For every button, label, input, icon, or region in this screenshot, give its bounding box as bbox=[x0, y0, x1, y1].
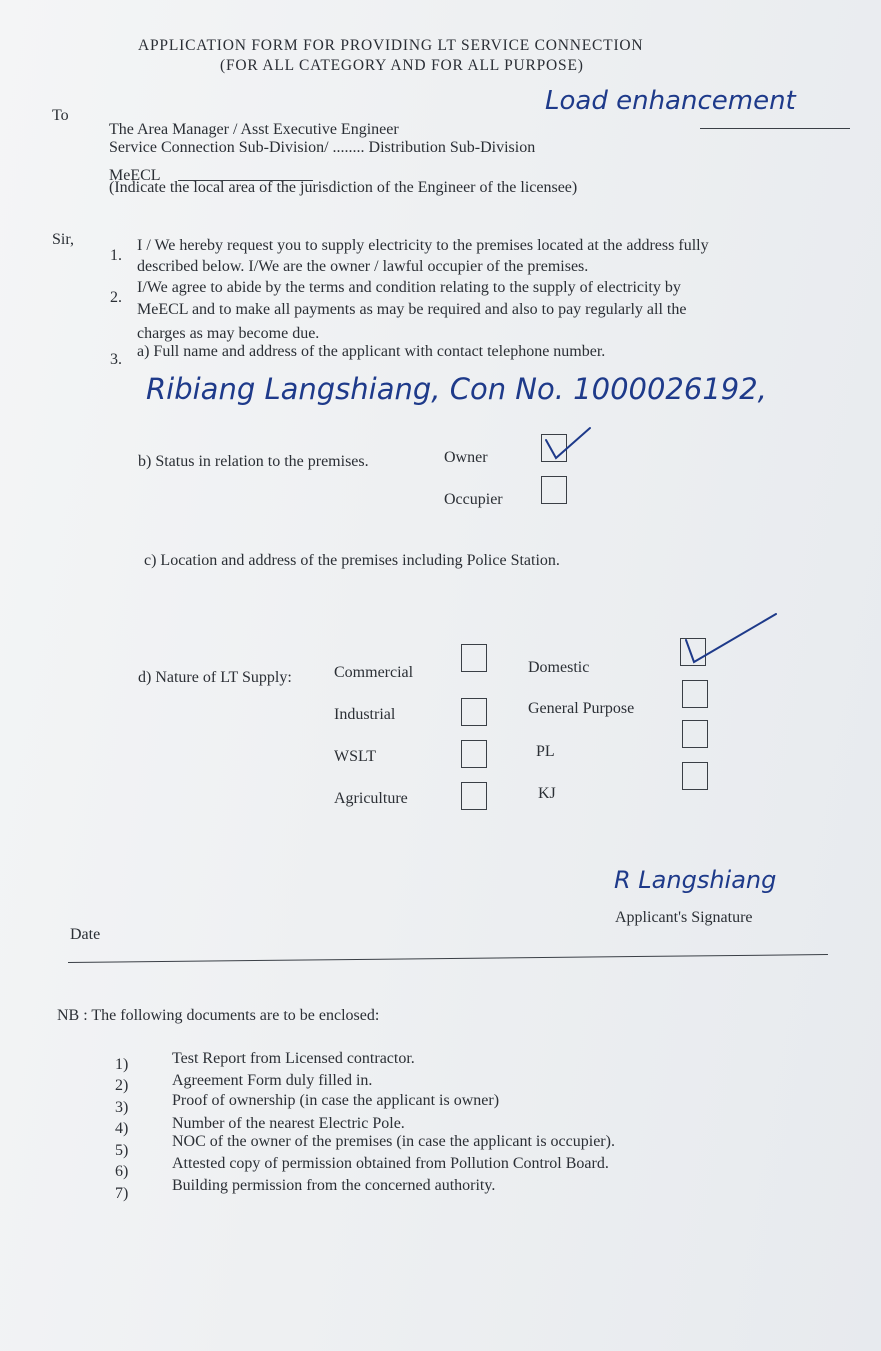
note-underline bbox=[700, 128, 850, 129]
date-separator-line bbox=[68, 954, 828, 963]
supply-kj-label: KJ bbox=[538, 785, 556, 802]
supply-general-purpose-checkbox[interactable] bbox=[682, 680, 708, 708]
supply-pl-checkbox[interactable] bbox=[682, 720, 708, 748]
document-text: NOC of the owner of the premises (in case the applicant is occupier). bbox=[172, 1133, 615, 1150]
item1-text-line2: described below. I/We are the owner / lawful occupier of the premises. bbox=[137, 258, 589, 275]
supply-industrial-label: Industrial bbox=[334, 706, 396, 723]
handwritten-load-enhancement: Load enhancement bbox=[545, 86, 796, 116]
location-label: c) Location and address of the premises including Police Station. bbox=[144, 552, 560, 569]
status-occupier-checkbox[interactable] bbox=[541, 476, 567, 504]
supply-commercial-checkbox[interactable] bbox=[461, 644, 487, 672]
document-number: 7) bbox=[115, 1185, 129, 1202]
document-text: Number of the nearest Electric Pole. bbox=[172, 1115, 405, 1132]
nb-label: NB : The following documents are to be enclosed: bbox=[57, 1007, 380, 1024]
date-label: Date bbox=[70, 926, 101, 943]
salutation: Sir, bbox=[52, 231, 75, 248]
status-owner-label: Owner bbox=[444, 449, 488, 466]
document-number: 4) bbox=[115, 1120, 129, 1137]
address-line3: MeECL bbox=[109, 167, 161, 184]
document-text: Test Report from Licensed contractor. bbox=[172, 1050, 415, 1067]
item2-text-line2: MeECL and to make all payments as may be required and also to pay regularly all the bbox=[137, 301, 687, 318]
document-number: 1) bbox=[115, 1056, 129, 1073]
document-text: Attested copy of permission obtained from Pollution Control Board. bbox=[172, 1155, 609, 1172]
status-label: b) Status in relation to the premises. bbox=[138, 453, 369, 470]
supply-agriculture-label: Agriculture bbox=[334, 790, 408, 807]
document-text: Proof of ownership (in case the applicant is owner) bbox=[172, 1092, 500, 1109]
document-text: Building permission from the concerned authority. bbox=[172, 1177, 496, 1194]
item3-number: 3. bbox=[110, 351, 122, 368]
supply-domestic-label: Domestic bbox=[528, 659, 590, 676]
address-line1: The Area Manager / Asst Executive Engineer bbox=[109, 121, 399, 138]
supply-industrial-checkbox[interactable] bbox=[461, 698, 487, 726]
supply-domestic-checkbox[interactable] bbox=[680, 638, 706, 666]
item3a-text: a) Full name and address of the applicant with contact telephone number. bbox=[137, 343, 606, 360]
item2-number: 2. bbox=[110, 289, 122, 306]
supply-commercial-label: Commercial bbox=[334, 664, 414, 681]
item1-number: 1. bbox=[110, 247, 122, 264]
form-title-line1: APPLICATION FORM FOR PROVIDING LT SERVICE CONNECTION bbox=[138, 37, 644, 54]
item1-text-line1: I / We hereby request you to supply electricity to the premises located at the address fully bbox=[137, 237, 709, 254]
supply-label: d) Nature of LT Supply: bbox=[138, 669, 292, 686]
address-line4: (Indicate the local area of the jurisdiction of the Engineer of the licensee) bbox=[109, 179, 578, 196]
document-text: Agreement Form duly filled in. bbox=[172, 1072, 373, 1089]
status-occupier-label: Occupier bbox=[444, 491, 503, 508]
document-number: 2) bbox=[115, 1077, 129, 1094]
supply-general-purpose-label: General Purpose bbox=[528, 700, 635, 717]
supply-wslt-label: WSLT bbox=[334, 748, 377, 765]
document-number: 5) bbox=[115, 1142, 129, 1159]
supply-kj-checkbox[interactable] bbox=[682, 762, 708, 790]
address-line2: Service Connection Sub-Division/ ........ Distribution Sub-Division bbox=[109, 139, 536, 156]
supply-agriculture-checkbox[interactable] bbox=[461, 782, 487, 810]
document-number: 6) bbox=[115, 1163, 129, 1180]
item2-text-line3: charges as may become due. bbox=[137, 325, 320, 342]
item2-text-line1: I/We agree to abide by the terms and condition relating to the supply of electricity by bbox=[137, 279, 681, 296]
status-owner-checkbox[interactable] bbox=[541, 434, 567, 462]
to-label: To bbox=[52, 107, 69, 124]
supply-wslt-checkbox[interactable] bbox=[461, 740, 487, 768]
handwritten-applicant-name: Ribiang Langshiang, Con No. 1000026192, bbox=[146, 372, 767, 406]
signature-label: Applicant's Signature bbox=[615, 909, 753, 926]
supply-pl-label: PL bbox=[536, 743, 555, 760]
document-number: 3) bbox=[115, 1099, 129, 1116]
form-title-line2: (FOR ALL CATEGORY AND FOR ALL PURPOSE) bbox=[220, 57, 584, 74]
handwritten-signature: R Langshiang bbox=[614, 866, 777, 894]
